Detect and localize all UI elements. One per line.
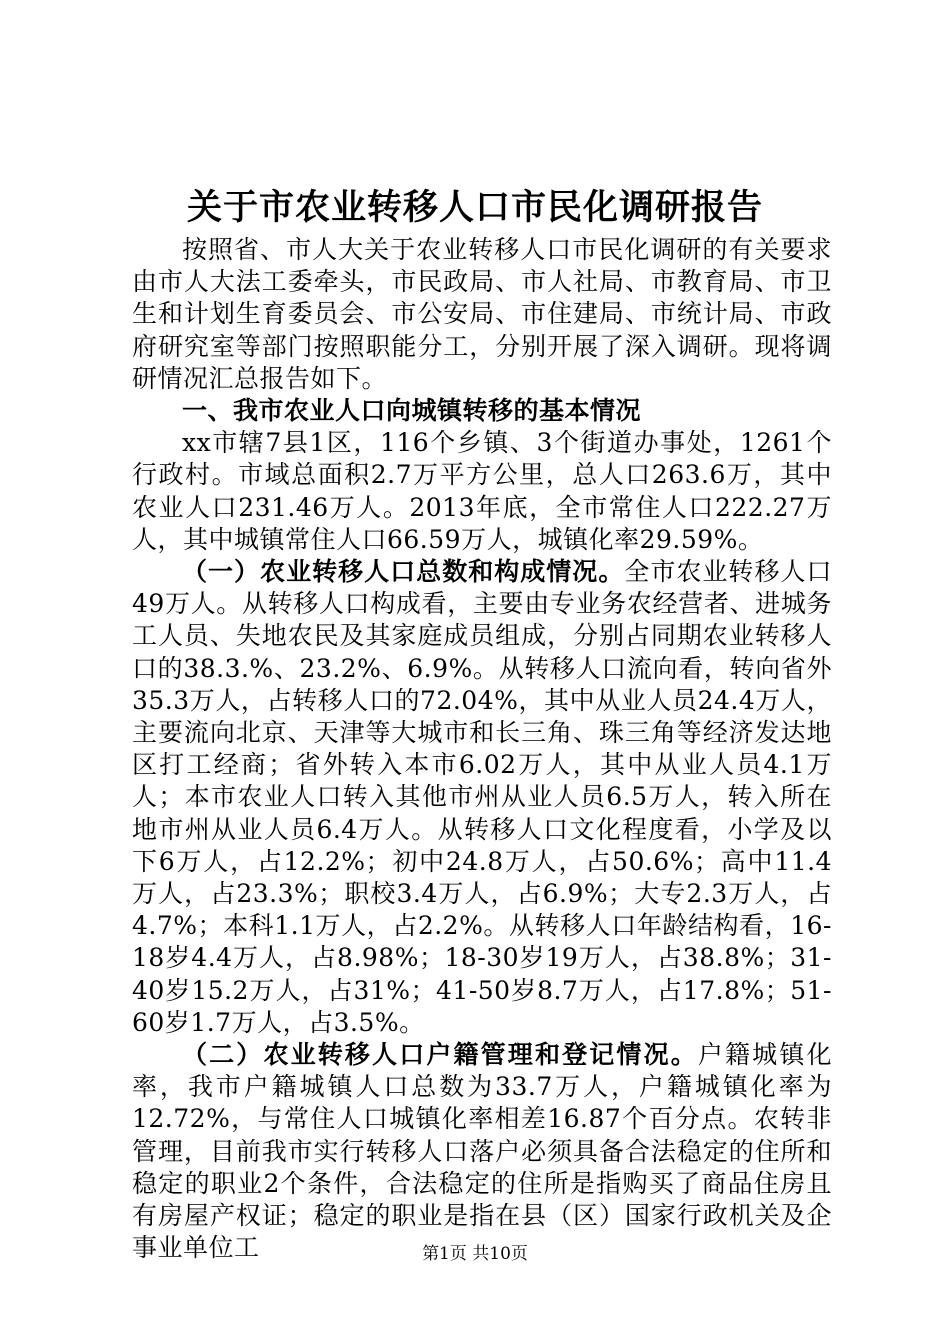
document-title: 关于市农业转移人口市民化调研报告 — [186, 187, 763, 228]
subsection-paragraph-2 — [132, 1039, 832, 1264]
subsection-heading-2: （二）农业转移人口户籍管理和登记情况。 — [182, 1040, 698, 1070]
subsection-heading-1: （一）农业转移人口总数和构成情况。 — [182, 557, 625, 587]
subsection-text-1: 全市农业转移人口49万人。从转移人口构成看，主要由专业务农经营者、进城务工人员、失地农民及其家庭成员组成，分别占同期农业转移人口的38.3.%、23.2%、6.9%。从转移人口流向看，转向省外35.3万人，占转移人口的72.04%，其中从业人员24.4万人，主要流向北京、天津等大城市和长三角、珠三角等经济发达地区打工经商；省外转入本市6.02万人，其中从业人员4.1万人；本市农业人口转入其他市州从业人员6.5万人，转入所在地市州从业人员6.4万人。从转移人口文化程度看，小学及以下6万人，占12.2%；初中24.8万人，占50.6%；高中11.4万人，占23.3%；职校3.4万人，占6.9%；大专2.3万人，占4.7%；本科1.1万人，占2.2%。从转移人口年龄结构看，16-18岁4.4万人，占8.98%；18-30岁19万人，占38.8%；31-40岁15.2万人，占31%；41-50岁8.7万人，占17.8%；51-60岁1.7万人，占3.5%。 — [132, 557, 832, 1037]
section-paragraph: xx市辖7县1区，116个乡镇、3个街道办事处，1261个行政村。市域总面积2.7万平方公里，总人口263.6万，其中农业人口231.46万人。2013年底，全市常住人口222.27万人，其中城镇常住人口66.59万人，城镇化率29.59%。 — [132, 428, 832, 554]
subsection-paragraph-1 — [132, 556, 832, 1039]
subsection-text-2: 户籍城镇化率，我市户籍城镇人口总数为33.7万人，户籍城镇化率为12.72%，与常住人口城镇化率相差16.87个百分点。农转非管理，目前我市实行转移人口落户必须具备合法稳定的住所和稳定的职业2个条件，合法稳定的住所是指购买了商品住房且有房屋产权证；稳定的职业是指在县（区）国家行政机关及企事业单位工 — [132, 1040, 832, 1263]
intro-paragraph: 按照省、市人大关于农业转移人口市民化调研的有关要求由市人大法工委牵头，市民政局、市人社局、市教育局、市卫生和计划生育委员会、市公安局、市住建局、市统计局、市政府研究室等部门按照职能分工，分别开展了深入调研。现将调研情况汇总报告如下。 — [132, 235, 832, 393]
page-footer: 第1页 共10页 — [422, 1244, 528, 1264]
document-body — [132, 234, 832, 1265]
section-heading: 一、我市农业人口向城镇转移的基本情况 — [182, 396, 642, 426]
